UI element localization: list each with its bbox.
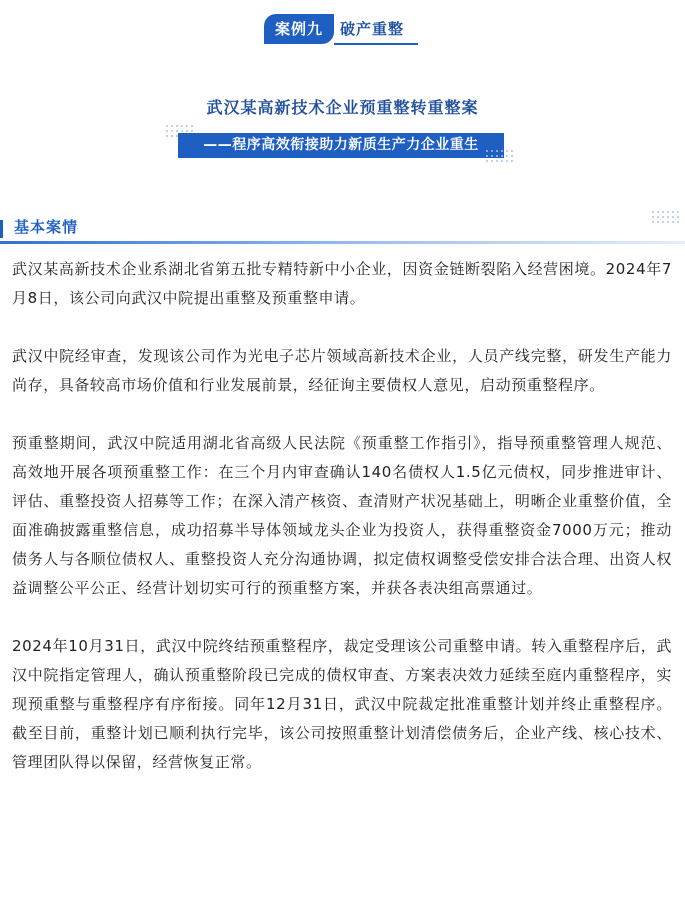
case-number: 案例九	[264, 14, 334, 44]
section-title: 基本案情	[14, 218, 79, 236]
case-type: 破产重整	[340, 20, 405, 38]
paragraph: 武汉某高新技术企业系湖北省第五批专精特新中小企业，因资金链断裂陷入经营困境。2024年7月8日，该公司向武汉中院提出重整及预重整申请。	[12, 260, 672, 307]
dot-pattern-decoration	[486, 150, 516, 165]
section-header	[0, 214, 685, 244]
case-type-underline	[334, 43, 418, 45]
paragraph: 2024年10月31日，武汉中院终结预重整程序，裁定受理该公司重整申请。转入重整程序后，武汉中院指定管理人，确认预重整阶段已完成的债权审查、方案表决效力延续至庭内重整程序，实现预重整与重整程序有序衔接。同年12月31日，武汉中院裁定批准重整计划并终止重整程序。截至目前，重整计划已顺利执行完毕，该公司按照重整计划清偿债务后，企业产线、核心技术、管理团队得以保留，经营恢复正常。	[12, 637, 672, 771]
case-body	[12, 255, 672, 806]
section-marker	[0, 220, 3, 238]
case-badge	[264, 14, 416, 44]
section-divider	[0, 241, 685, 244]
case-subtitle: ——程序高效衔接助力新质生产力企业重生	[178, 133, 504, 158]
subtitle-banner	[178, 133, 504, 158]
case-title: 武汉某高新技术企业预重整转重整案	[206, 98, 479, 117]
paragraph: 武汉中院经审查，发现该公司作为光电子芯片领域高新技术企业，人员产线完整，研发生产能力尚存，具备较高市场价值和行业发展前景，经征询主要债权人意见，启动预重整程序。	[12, 347, 672, 394]
paragraph: 预重整期间，武汉中院适用湖北省高级人民法院《预重整工作指引》，指导预重整管理人规范、高效地开展各项预重整工作：在三个月内审查确认140名债权人1.5亿元债权，同步推进审计、评估、重整投资人招募等工作；在深入清产核资、查清财产状况基础上，明晰企业重整价值，全面准确披露重整信息，成功招募半导体领域龙头企业为投资人，获得重整资金7000万元；推动债务人与各顺位债权人、重整投资人充分沟通协调，拟定债权调整受偿安排合法合理、出资人权益调整公平公正、经营计划切实可行的预重整方案，并获各表决组高票通过。	[12, 434, 672, 597]
